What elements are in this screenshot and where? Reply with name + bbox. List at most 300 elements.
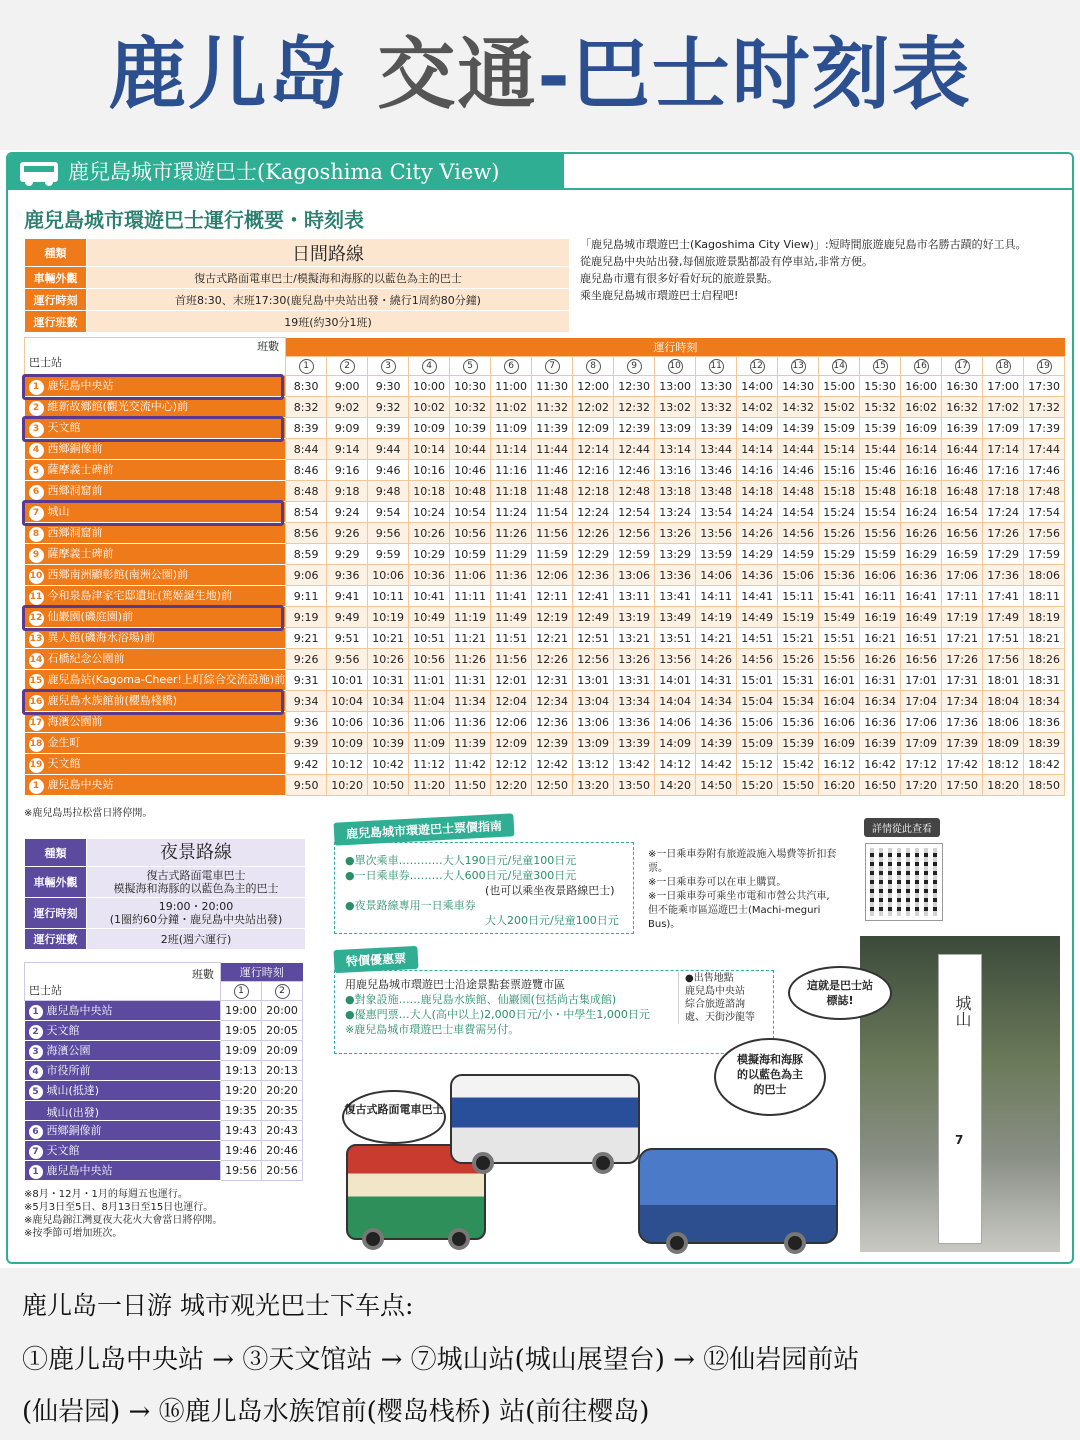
stop-name (25, 1141, 221, 1161)
time-cell: 16:01 (819, 670, 860, 691)
time-cell: 15:56 (819, 649, 860, 670)
time-cell: 14:50 (696, 775, 737, 796)
time-cell: 18:11 (1024, 586, 1065, 607)
brochure-band: 鹿兒島城市環遊巴士(Kagoshima City View) (8, 154, 564, 190)
stop-number-badge: 18 (29, 737, 44, 752)
time-cell: 14:19 (696, 607, 737, 628)
time-cell: 17:46 (1024, 460, 1065, 481)
time-cell: 12:42 (532, 754, 573, 775)
stop-number-badge: 14 (29, 653, 44, 668)
stop-label: 金生町 (47, 736, 81, 749)
time-cell: 19:35 (221, 1101, 262, 1121)
page-title: 鹿儿岛 交通-巴士时刻表 (108, 29, 972, 120)
time-cell: 11:12 (409, 754, 450, 775)
time-cell: 12:39 (614, 418, 655, 439)
time-cell: 18:31 (1024, 670, 1065, 691)
time-cell: 12:26 (532, 649, 573, 670)
time-cell: 12:56 (614, 523, 655, 544)
time-cell: 19:00 (221, 1001, 262, 1021)
time-cell: 18:26 (1024, 649, 1065, 670)
stop-label: 海濱公園 (46, 1044, 91, 1057)
time-cell: 19:56 (221, 1161, 262, 1181)
time-cell: 10:29 (409, 544, 450, 565)
time-cell: 14:36 (737, 565, 778, 586)
time-cell: 9:50 (286, 775, 327, 796)
time-cell: 16:18 (901, 481, 942, 502)
time-cell: 10:56 (409, 649, 450, 670)
time-cell: 10:42 (368, 754, 409, 775)
time-cell: 9:00 (327, 376, 368, 397)
time-cell: 9:44 (368, 439, 409, 460)
time-cell: 9:36 (286, 712, 327, 733)
time-cell: 9:14 (327, 439, 368, 460)
time-cell: 16:14 (901, 439, 942, 460)
time-cell: 13:01 (573, 670, 614, 691)
time-cell: 11:32 (532, 397, 573, 418)
stop-label: 西鄉洞窟前 (47, 484, 103, 497)
highlight-stop-12 (22, 605, 284, 631)
time-cell: 9:26 (286, 649, 327, 670)
summary-route-line-1: ①鹿儿岛中央站 → ③天文馆站 → ⑦城山站(城山展望台) → ⑫仙岩园前站 (22, 1345, 860, 1375)
time-cell: 9:30 (368, 376, 409, 397)
time-cell: 11:56 (491, 649, 532, 670)
time-cell: 10:19 (368, 607, 409, 628)
time-cell: 13:54 (696, 502, 737, 523)
time-cell: 13:06 (573, 712, 614, 733)
stop-number-badge: 1 (29, 1165, 43, 1179)
time-cell: 10:34 (368, 691, 409, 712)
time-cell: 11:19 (450, 607, 491, 628)
time-cell: 16:11 (860, 586, 901, 607)
time-cell: 10:41 (409, 586, 450, 607)
stop-name (25, 649, 286, 670)
time-cell: 14:51 (737, 628, 778, 649)
run-number-badge: 10 (668, 359, 683, 374)
run-number-badge: 13 (791, 359, 806, 374)
time-cell: 15:02 (819, 397, 860, 418)
time-cell: 13:56 (655, 649, 696, 670)
time-cell: 17:01 (901, 670, 942, 691)
highlight-stop-1 (22, 374, 284, 400)
time-cell: 13:09 (655, 418, 696, 439)
run-number-badge: 7 (545, 359, 560, 374)
stop-name (25, 460, 286, 481)
time-cell: 11:50 (450, 775, 491, 796)
table-row (25, 649, 1065, 670)
run-label: 運行時刻 (221, 963, 303, 982)
time-cell: 14:12 (655, 754, 696, 775)
time-cell: 14:46 (778, 460, 819, 481)
time-cell: 14:31 (696, 670, 737, 691)
time-cell: 11:36 (450, 712, 491, 733)
time-cell: 15:51 (819, 628, 860, 649)
time-cell: 17:32 (1024, 397, 1065, 418)
time-cell: 10:49 (409, 607, 450, 628)
time-cell: 12:21 (532, 628, 573, 649)
time-cell: 12:54 (614, 502, 655, 523)
table-corner (25, 338, 286, 376)
run-number (696, 357, 737, 376)
time-cell: 17:02 (983, 397, 1024, 418)
time-cell: 11:46 (532, 460, 573, 481)
time-cell: 10:56 (450, 523, 491, 544)
time-cell: 9:59 (368, 544, 409, 565)
time-cell: 16:06 (819, 712, 860, 733)
run-number (819, 357, 860, 376)
time-cell: 16:56 (942, 523, 983, 544)
stop-number-badge: 8 (29, 527, 44, 542)
time-cell: 11:54 (532, 502, 573, 523)
stop-name (25, 1121, 221, 1141)
time-cell: 8:54 (286, 502, 327, 523)
time-cell: 11:59 (532, 544, 573, 565)
stop-number-badge: 7 (29, 506, 44, 521)
time-cell: 12:32 (614, 397, 655, 418)
time-cell: 12:09 (491, 733, 532, 754)
time-cell: 15:19 (778, 607, 819, 628)
run-number (409, 357, 450, 376)
stop-name (25, 1101, 221, 1121)
time-cell: 10:36 (409, 565, 450, 586)
run-number-badge: 16 (914, 359, 929, 374)
time-cell: 18:12 (983, 754, 1024, 775)
stop-number-badge: 5 (29, 1085, 43, 1099)
table-corner (25, 963, 221, 1001)
day-note: ※鹿兒島馬拉松當日將停開。 (24, 808, 153, 819)
time-cell: 20:43 (262, 1121, 303, 1141)
time-cell: 18:01 (983, 670, 1024, 691)
time-cell: 8:30 (286, 376, 327, 397)
run-number (532, 357, 573, 376)
time-cell: 10:31 (368, 670, 409, 691)
time-cell: 15:18 (819, 481, 860, 502)
day-route-kind: 日間路線 (87, 239, 570, 267)
time-cell: 11:11 (450, 586, 491, 607)
run-number-badge: 12 (750, 359, 765, 374)
corner-bottom: 巴士站 (29, 356, 62, 369)
time-cell: 14:21 (696, 628, 737, 649)
time-cell: 16:16 (901, 460, 942, 481)
stop-label: 天文館 (47, 421, 81, 434)
time-cell: 15:41 (819, 586, 860, 607)
time-cell: 17:20 (901, 775, 942, 796)
time-cell: 11:00 (491, 376, 532, 397)
stop-name (25, 754, 286, 775)
time-cell: 15:29 (819, 544, 860, 565)
stop-number-badge: 11 (29, 590, 44, 605)
run-number (778, 357, 819, 376)
time-cell: 16:21 (860, 628, 901, 649)
time-cell: 12:02 (573, 397, 614, 418)
time-cell: 10:24 (409, 502, 450, 523)
time-cell: 13:29 (655, 544, 696, 565)
time-cell: 9:18 (327, 481, 368, 502)
time-cell: 18:09 (983, 733, 1024, 754)
time-cell: 15:49 (819, 607, 860, 628)
time-cell: 11:18 (491, 481, 532, 502)
time-cell: 13:16 (655, 460, 696, 481)
time-cell: 13:46 (696, 460, 737, 481)
time-cell: 15:21 (778, 628, 819, 649)
time-cell: 9:31 (286, 670, 327, 691)
time-cell: 18:06 (983, 712, 1024, 733)
time-cell: 13:39 (696, 418, 737, 439)
time-cell: 10:54 (450, 502, 491, 523)
time-cell: 18:36 (1024, 712, 1065, 733)
time-cell: 14:56 (778, 523, 819, 544)
time-cell: 12:46 (614, 460, 655, 481)
time-cell: 10:51 (409, 628, 450, 649)
time-cell: 12:11 (532, 586, 573, 607)
time-cell: 13:41 (655, 586, 696, 607)
time-cell: 13:32 (696, 397, 737, 418)
time-cell: 20:20 (262, 1081, 303, 1101)
time-cell: 15:39 (860, 418, 901, 439)
table-row (25, 1081, 303, 1101)
run-number-badge: 11 (709, 359, 724, 374)
stop-label: 鹿兒島站(Kagoma-Cheer!上町綜合交流設施)前 (47, 673, 286, 686)
time-cell: 18:50 (1024, 775, 1065, 796)
corner-top: 班數 (257, 340, 280, 353)
time-cell: 14:06 (696, 565, 737, 586)
time-cell: 12:51 (573, 628, 614, 649)
time-cell: 16:51 (901, 628, 942, 649)
time-cell: 9:16 (327, 460, 368, 481)
stop-label: 鹿兒島中央站 (47, 778, 114, 791)
time-cell: 10:26 (409, 523, 450, 544)
run-number (368, 357, 409, 376)
time-cell: 11:34 (450, 691, 491, 712)
time-cell: 12:20 (491, 775, 532, 796)
time-cell: 15:09 (819, 418, 860, 439)
time-cell: 15:44 (860, 439, 901, 460)
time-cell: 17:56 (983, 649, 1024, 670)
time-cell: 16:36 (901, 565, 942, 586)
table-row (25, 670, 1065, 691)
run-number-badge: 15 (873, 359, 888, 374)
table-row (25, 1161, 303, 1181)
stop-number-badge: 16 (29, 695, 44, 710)
time-cell: 20:05 (262, 1021, 303, 1041)
time-cell: 11:48 (532, 481, 573, 502)
stop-label: 西鄉南洲顯彰館(南洲公園)前 (47, 568, 189, 581)
time-cell: 15:12 (737, 754, 778, 775)
time-cell: 9:49 (327, 607, 368, 628)
time-cell: 16:56 (901, 649, 942, 670)
table-row (25, 733, 1065, 754)
stop-label: 石橋紀念公園前 (47, 652, 125, 665)
time-cell: 10:39 (450, 418, 491, 439)
time-cell: 9:48 (368, 481, 409, 502)
fare-box: ●單次乘車…………大人190日元/兒童100日元 ●一日乘車券………大人600日元/兒童300日元 (也可以乘坐夜景路線巴士) ●夜景路線專用一日乘車券 大人200日元/兒童100日元 (334, 842, 634, 934)
time-cell: 14:26 (696, 649, 737, 670)
time-cell: 10:01 (327, 670, 368, 691)
time-cell: 17:09 (983, 418, 1024, 439)
time-cell: 13:26 (614, 649, 655, 670)
brochure-subtitle: 鹿兒島城市環遊巴士運行概要・時刻表 (24, 208, 364, 232)
speech-bubble-tram: 復古式路面電車巴士 (342, 1090, 446, 1144)
stop-label: 鹿兒島中央站 (46, 1004, 113, 1017)
time-cell: 13:30 (696, 376, 737, 397)
time-cell: 17:34 (942, 691, 983, 712)
speech-bubble-sign: 這就是巴士站標誌! (788, 966, 892, 1020)
time-cell: 12:48 (614, 481, 655, 502)
time-cell: 12:34 (532, 691, 573, 712)
time-cell: 9:36 (327, 565, 368, 586)
stop-name (25, 565, 286, 586)
stop-label: 天文館 (46, 1144, 80, 1157)
stop-number-badge: 13 (29, 632, 44, 647)
stop-number-badge: 6 (29, 485, 44, 500)
time-cell: 14:06 (655, 712, 696, 733)
stop-name (25, 586, 286, 607)
time-cell: 18:21 (1024, 628, 1065, 649)
time-cell: 11:26 (450, 649, 491, 670)
run-number (737, 357, 778, 376)
day-timetable (24, 337, 1065, 796)
time-cell: 12:26 (573, 523, 614, 544)
time-cell: 18:34 (1024, 691, 1065, 712)
time-cell: 9:26 (327, 523, 368, 544)
time-cell: 17:42 (942, 754, 983, 775)
time-cell: 10:26 (368, 649, 409, 670)
day-route-info: 種類 日間路線 車輛外觀 復古式路面電車巴士/模擬海和海豚的以藍色為主的巴士 運行時刻 首班8:30、末班17:30(鹿兒島中央站出發・繞行1周約80分鐘) 運行班數 19班(約30分1班) (24, 238, 570, 333)
time-cell: 8:56 (286, 523, 327, 544)
qr-code-icon[interactable] (866, 844, 942, 920)
time-cell: 17:31 (942, 670, 983, 691)
table-row (25, 1121, 303, 1141)
time-cell: 17:19 (942, 607, 983, 628)
time-cell: 13:14 (655, 439, 696, 460)
stop-name (25, 481, 286, 502)
time-cell: 16:59 (942, 544, 983, 565)
time-cell: 14:42 (696, 754, 737, 775)
time-cell: 13:19 (614, 607, 655, 628)
time-cell: 14:11 (696, 586, 737, 607)
time-cell: 14:14 (737, 439, 778, 460)
time-cell: 11:42 (450, 754, 491, 775)
time-cell: 10:14 (409, 439, 450, 460)
time-cell: 14:00 (737, 376, 778, 397)
run-number-badge: 2 (275, 984, 290, 999)
time-cell: 15:01 (737, 670, 778, 691)
time-cell: 15:46 (860, 460, 901, 481)
corner-top: 班數 (192, 967, 214, 981)
time-cell: 13:18 (655, 481, 696, 502)
time-cell: 16:24 (901, 502, 942, 523)
stop-label: 海濱公園前 (47, 715, 103, 728)
time-cell: 10:04 (327, 691, 368, 712)
time-cell: 16:49 (901, 607, 942, 628)
time-cell: 12:04 (491, 691, 532, 712)
time-cell: 15:14 (819, 439, 860, 460)
corner-bottom: 巴士站 (29, 983, 62, 997)
time-cell: 14:09 (655, 733, 696, 754)
time-cell: 14:54 (778, 502, 819, 523)
stop-number-badge: 7 (29, 1145, 43, 1159)
time-cell: 12:18 (573, 481, 614, 502)
stop-name (25, 1021, 221, 1041)
time-cell: 16:32 (942, 397, 983, 418)
time-cell: 14:59 (778, 544, 819, 565)
time-cell: 14:20 (655, 775, 696, 796)
discount-box: 用鹿兒島城市環遊巴士沿途景點套票遊覽市區 ●對象設施……鹿兒島水族館、仙巖園(包括尚古集成館) ●優惠門票…大人(高中以上)2,000日元/小・中學生1,000日元 ※鹿兒島城市環遊巴士車費需另付。 (334, 970, 774, 1054)
time-cell: 17:54 (1024, 502, 1065, 523)
time-cell: 9:29 (327, 544, 368, 565)
stop-number-badge: 17 (29, 716, 44, 731)
run-number (983, 357, 1024, 376)
time-cell: 17:30 (1024, 376, 1065, 397)
stop-number-badge: 19 (29, 758, 44, 773)
time-cell: 12:36 (532, 712, 573, 733)
time-cell: 13:44 (696, 439, 737, 460)
time-cell: 20:09 (262, 1041, 303, 1061)
time-cell: 16:00 (901, 376, 942, 397)
time-cell: 19:09 (221, 1041, 262, 1061)
time-cell: 8:59 (286, 544, 327, 565)
time-cell: 15:36 (778, 712, 819, 733)
stop-number-badge: 3 (29, 422, 44, 437)
stop-number-badge: 5 (29, 464, 44, 479)
stop-number-badge: 6 (29, 1125, 43, 1139)
dolphin-bus-illustration (638, 1148, 838, 1244)
run-number-badge: 2 (340, 359, 355, 374)
run-number-badge: 18 (996, 359, 1011, 374)
time-cell: 16:48 (942, 481, 983, 502)
time-cell: 9:42 (286, 754, 327, 775)
time-cell: 17:44 (1024, 439, 1065, 460)
time-cell: 16:31 (860, 670, 901, 691)
time-cell: 9:06 (286, 565, 327, 586)
time-cell: 16:06 (860, 565, 901, 586)
stop-label: 異人館(磯海水浴場)前 (47, 631, 156, 644)
bus-icon (20, 162, 58, 182)
time-cell: 15:34 (778, 691, 819, 712)
time-cell: 19:20 (221, 1081, 262, 1101)
time-cell: 14:39 (696, 733, 737, 754)
time-cell: 10:18 (409, 481, 450, 502)
time-cell: 9:41 (327, 586, 368, 607)
time-cell: 20:35 (262, 1101, 303, 1121)
time-cell: 9:32 (368, 397, 409, 418)
bus-stop-sign: 城山 7 (938, 954, 982, 1244)
stop-number-badge: 10 (29, 569, 44, 584)
time-cell: 13:02 (655, 397, 696, 418)
time-cell: 14:16 (737, 460, 778, 481)
night-timetable (24, 962, 303, 1181)
time-cell: 20:46 (262, 1141, 303, 1161)
time-cell: 9:09 (327, 418, 368, 439)
run-number-badge: 4 (422, 359, 437, 374)
time-cell: 17:06 (942, 565, 983, 586)
time-cell: 11:21 (450, 628, 491, 649)
time-cell: 14:26 (737, 523, 778, 544)
time-cell: 14:24 (737, 502, 778, 523)
speech-bubble-dolphin-bus: 模擬海和海豚的以藍色為主的巴士 (714, 1038, 826, 1116)
time-cell: 11:49 (491, 607, 532, 628)
time-cell: 10:06 (368, 565, 409, 586)
time-cell: 9:51 (327, 628, 368, 649)
time-cell: 12:49 (573, 607, 614, 628)
time-cell: 17:14 (983, 439, 1024, 460)
time-cell: 15:56 (860, 523, 901, 544)
time-cell: 17:56 (1024, 523, 1065, 544)
run-number (614, 357, 655, 376)
time-cell: 11:16 (491, 460, 532, 481)
intro-text: 「鹿兒島城市環遊巴士(Kagoshima City View)」:短時間旅遊鹿兒島市名勝古蹟的好工具。 從鹿兒島中央站出發,每個旅遊景點都設有停車站,非常方便。 鹿兒島市還有很多好看好玩的旅遊景點。 乘坐鹿兒島城市環遊巴士启程吧! (580, 238, 1027, 302)
time-cell: 14:30 (778, 376, 819, 397)
time-cell: 13:21 (614, 628, 655, 649)
